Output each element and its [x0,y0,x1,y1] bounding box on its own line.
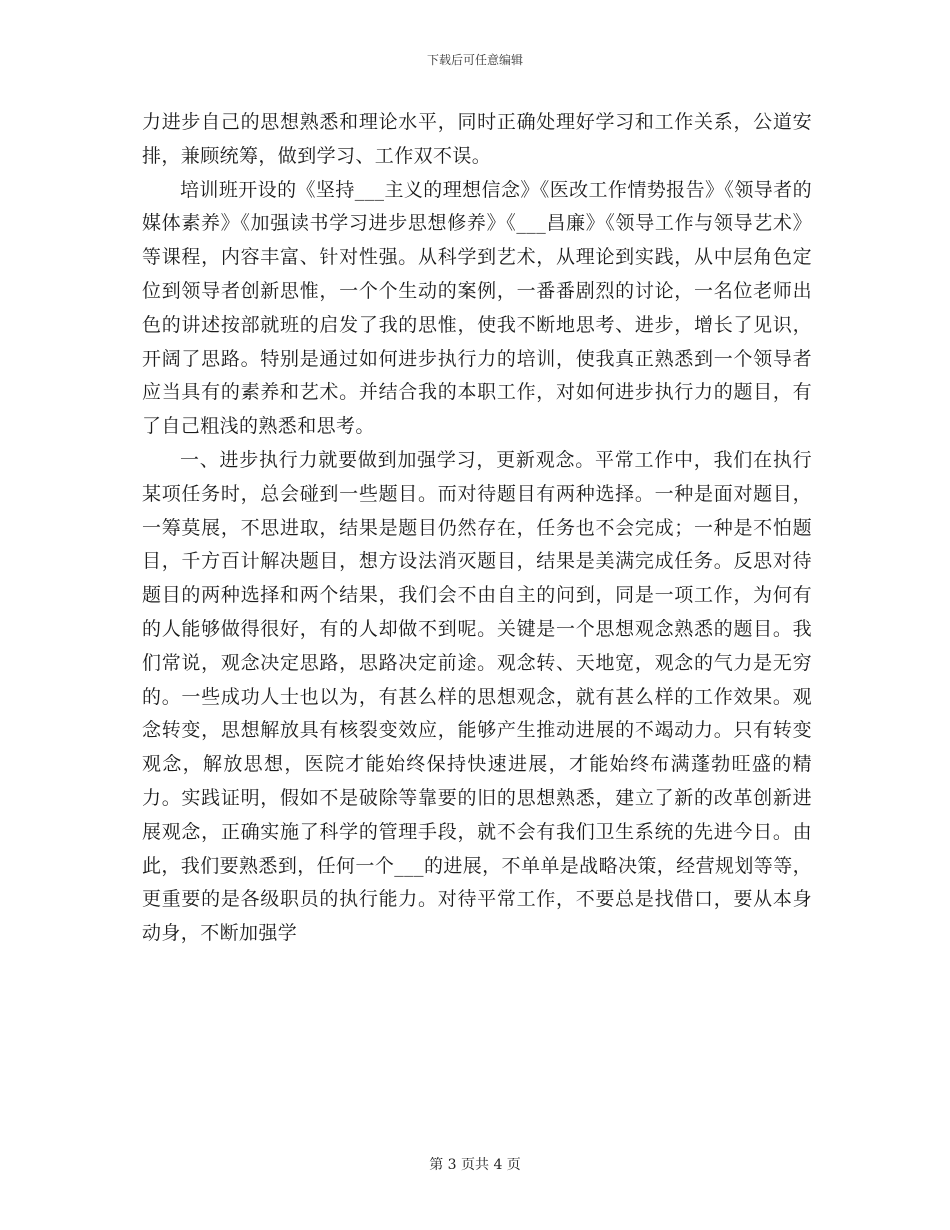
paragraph-continuation: 力进步自己的思想熟悉和理论水平，同时正确处理好学习和工作关系，公道安排，兼顾统筹，做到学习、工作双不误。 [142,111,812,167]
document-body [142,106,812,951]
paragraph-section-one: 一、进步执行力就要做到加强学习，更新观念。平常工作中，我们在执行某项任务时，总会碰到一些题目。而对待题目有两种选择。一种是面对题目，一筹莫展，不思进取，结果是题目仍然存在，任务也不会完成；一种是不怕题目，千方百计解决题目，想方设法消灭题目，结果是美满完成任务。反思对待题目的两种选择和两个结果，我们会不由自主的问到，同是一项工作，为何有的人能够做得很好，有的人却做不到呢。关键是一个思想观念熟悉的题目。我们常说，观念决定思路，思路决定前途。观念转、天地宽，观念的气力是无穷的。一些成功人士也以为，有甚么样的思想观念，就有甚么样的工作效果。观念转变，思想解放具有核裂变效应，能够产生推动进展的不竭动力。只有转变观念，解放思想，医院才能始终保持快速进展，才能始终布满蓬勃旺盛的精力。实践证明，假如不是破除等靠要的旧的思想熟悉，建立了新的改革创新进展观念，正确实施了科学的管理手段，就不会有我们卫生系统的先进今日。由此，我们要熟悉到，任何一个___的进展，不单单是战略决策，经营规划等等，更重要的是各级职员的执行能力。对待平常工作，不要总是找借口，要从本身动身，不断加强学 [142,448,812,945]
page-number: 第 3 页共 4 页 [429,1157,521,1173]
page-header: 下载后可任意编辑 [426,53,523,67]
paragraph-training-courses: 培训班开设的《坚持___主义的理想信念》《医改工作情势报告》《领导者的媒体素养》《加强读书学习进步思想修养》《___昌廉》《领导工作与领导艺术》等课程，内容丰富、针对性强。从科学到艺术，从理论到实践，从中层角色定位到领导者创新思惟，一个个生动的案例，一番番剧烈的讨论，一名位老师出色的讲述按部就班的启发了我的思惟，使我不断地思考、进步，增长了见识，开阔了思路。特别是通过如何进步执行力的培训，使我真正熟悉到一个领导者应当具有的素养和艺术。并结合我的本职工作，对如何进步执行力的题目，有了自己粗浅的熟悉和思考。 [142,178,812,438]
